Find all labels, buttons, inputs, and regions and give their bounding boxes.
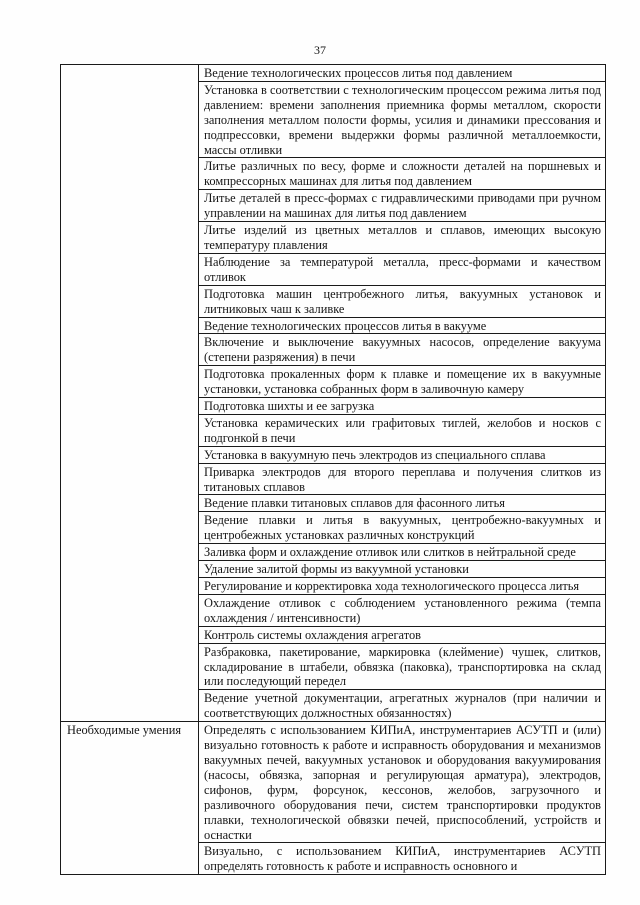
competency-table [60,64,606,875]
table-cell-text: Определять с использованием КИПиА, инструментариев АСУТП и (или) визуально готовность к работе и исправность оборудования и механизмов вакуумных печей, вакуумных установок и оборудования вакуумирования (насосы, обвязка, запорная и регулирующая арматура), электродов, сифонов, фурм, форсунок, кессонов, желобов, загрузочного и разливочного оборудования печи, систем транспортировки продуктов плавки, технологической обвязки печей, приспособлений, устройств и оснастки [199,722,606,843]
table-cell-text: Ведение плавки и литья в вакуумных, центробежно-вакуумных и центробежных установках различных конструкций [199,512,606,544]
table-cell-text: Визуально, с использованием КИПиА, инструментариев АСУТП определять готовность к работе и исправность основного и [199,843,606,875]
section-label [61,65,199,722]
table-cell-text: Ведение учетной документации, агрегатных журналов (при наличии и соответствующих должностных обязанностях) [199,690,606,722]
table-cell-text: Наблюдение за температурой металла, пресс-формами и качеством отливок [199,253,606,285]
page-number: 37 [314,43,326,57]
table-cell-text: Ведение плавки титановых сплавов для фасонного литья [199,495,606,512]
table-cell-text: Разбраковка, пакетирование, маркировка (клеймение) чушек, слитков, складирование в штабели, обвязка (паковка), транспортировка на склад или последующий передел [199,643,606,690]
table-cell-text: Подготовка машин центробежного литья, вакуумных установок и литниковых чаш к заливке [199,285,606,317]
section-label: Необходимые умения [61,722,199,875]
table-cell-text: Приварка электродов для второго переплава и получения слитков из титановых сплавов [199,463,606,495]
table-row [61,65,606,82]
table-cell-text: Установка в вакуумную печь электродов из специального сплава [199,446,606,463]
table-cell-text: Литье изделий из цветных металлов и сплавов, имеющих высокую температуру плавления [199,222,606,254]
table-cell-text: Заливка форм и охлаждение отливок или слитков в нейтральной среде [199,544,606,561]
table-cell-text: Установка керамических или графитовых тиглей, желобов и носков с подгонкой в печи [199,414,606,446]
table-cell-text: Охлаждение отливок с соблюдением установленного режима (темпа охлаждения / интенсивности) [199,594,606,626]
table-cell-text: Установка в соответствии с технологическим процессом режима литья под давлением: времени заполнения приемника формы металлом, скорости заполнения металлом полости формы, усилия и динамики прессования и подпрессовки, времени выдержки формы различной металлоемкости, массы отливки [199,81,606,158]
table-cell-text: Ведение технологических процессов литья под давлением [199,65,606,82]
table-cell-text: Литье деталей в пресс-формах с гидравлическими приводами при ручном управлении на машинах для литья под давлением [199,190,606,222]
table-body [61,65,606,875]
table-cell-text: Литье различных по весу, форме и сложности деталей на поршневых и компрессорных машинах для литья под давлением [199,158,606,190]
table-cell-text: Подготовка прокаленных форм к плавке и помещение их в вакуумные установки, установка собранных форм в заливочную камеру [199,366,606,398]
table-cell-text: Ведение технологических процессов литья в вакууме [199,317,606,334]
table-cell-text: Подготовка шихты и ее загрузка [199,398,606,415]
table-cell-text: Удаление залитой формы из вакуумной установки [199,561,606,578]
table-cell-text: Регулирование и корректировка хода технологического процесса литья [199,578,606,595]
table-cell-text: Включение и выключение вакуумных насосов, определение вакуума (степени разряжения) в печи [199,334,606,366]
table-cell-text: Контроль системы охлаждения агрегатов [199,626,606,643]
table-row [61,722,606,843]
